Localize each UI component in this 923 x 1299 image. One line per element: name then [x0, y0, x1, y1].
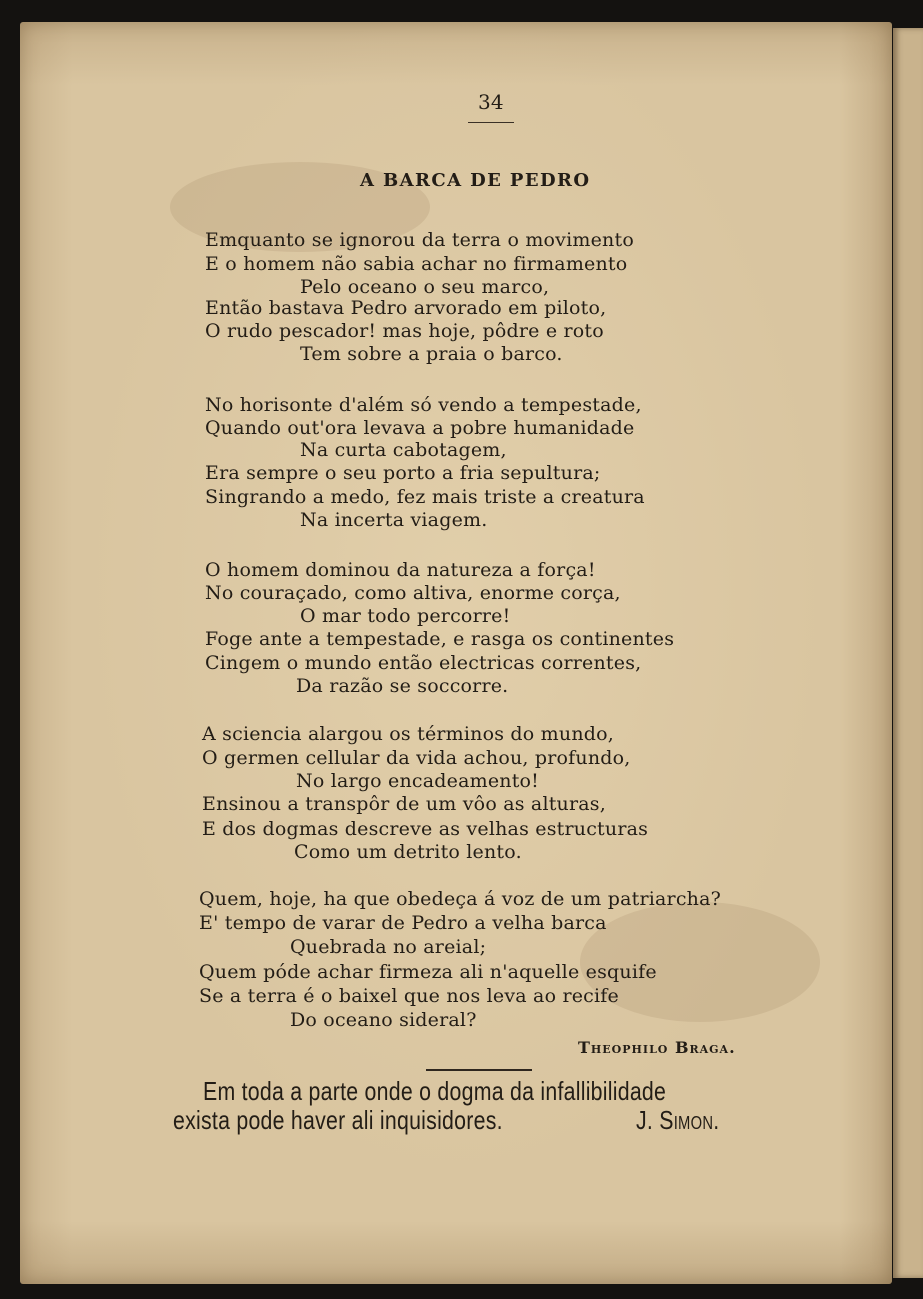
poem-title: A BARCA DE PEDRO — [360, 170, 591, 191]
poem-line: Cingem o mundo então electricas correntes, — [205, 652, 642, 674]
poem-line: E o homem não sabia achar no firmamento — [205, 253, 628, 275]
poem-line: Emquanto se ignorou da terra o movimento — [205, 229, 634, 251]
adjacent-page-edge — [893, 28, 923, 1278]
poem-line: Quebrada no areial; — [290, 936, 487, 958]
poem-line: Na incerta viagem. — [300, 509, 488, 531]
poem-line: Singrando a medo, fez mais triste a creatura — [205, 486, 645, 508]
poem-line: Pelo oceano o seu marco, — [300, 276, 550, 298]
quote-author: J. Simon. — [636, 1105, 720, 1135]
quote-line-2: exista pode haver ali inquisidores. — [173, 1105, 503, 1135]
poem-line: Quem póde achar firmeza ali n'aquelle esquife — [199, 961, 657, 983]
poem-line: Tem sobre a praia o barco. — [300, 343, 563, 365]
poem-line: Do oceano sideral? — [290, 1009, 477, 1031]
poem-line: A sciencia alargou os términos do mundo, — [202, 723, 615, 745]
poem-line: O germen cellular da vida achou, profundo, — [202, 747, 631, 769]
poem-line: Ensinou a transpôr de um vôo as alturas, — [202, 793, 606, 815]
poem-line: Quando out'ora levava a pobre humanidade — [205, 417, 635, 439]
poem-line: O rudo pescador! mas hoje, pôdre e roto — [205, 320, 604, 342]
poem-line: Então bastava Pedro arvorado em piloto, — [205, 297, 607, 319]
poem-line: No horisonte d'além só vendo a tempestade, — [205, 394, 642, 416]
poem-line: Na curta cabotagem, — [300, 439, 507, 461]
poem-line: E' tempo de varar de Pedro a velha barca — [199, 912, 607, 934]
poem-line: Foge ante a tempestade, e rasga os continentes — [205, 628, 675, 650]
header-rule — [468, 122, 514, 123]
poem-line: Como um detrito lento. — [294, 841, 522, 863]
poem-line: Era sempre o seu porto a fria sepultura; — [205, 462, 601, 484]
poem-author: Theophilo Braga. — [578, 1038, 736, 1057]
poem-line: No largo encadeamento! — [296, 770, 540, 792]
poem-line: Quem, hoje, ha que obedeça á voz de um patriarcha? — [199, 888, 722, 910]
poem-line: No couraçado, como altiva, enorme corça, — [205, 582, 621, 604]
poem-line: O mar todo percorre! — [300, 605, 511, 627]
section-divider — [426, 1069, 532, 1071]
poem-line: Da razão se soccorre. — [296, 675, 509, 697]
quote-line-1: Em toda a parte onde o dogma da infallibilidade — [203, 1076, 667, 1106]
poem-line: Se a terra é o baixel que nos leva ao recife — [199, 985, 619, 1007]
page-number: 34 — [478, 90, 504, 114]
poem-line: O homem dominou da natureza a força! — [205, 559, 596, 581]
poem-line: E dos dogmas descreve as velhas estructuras — [202, 818, 649, 840]
